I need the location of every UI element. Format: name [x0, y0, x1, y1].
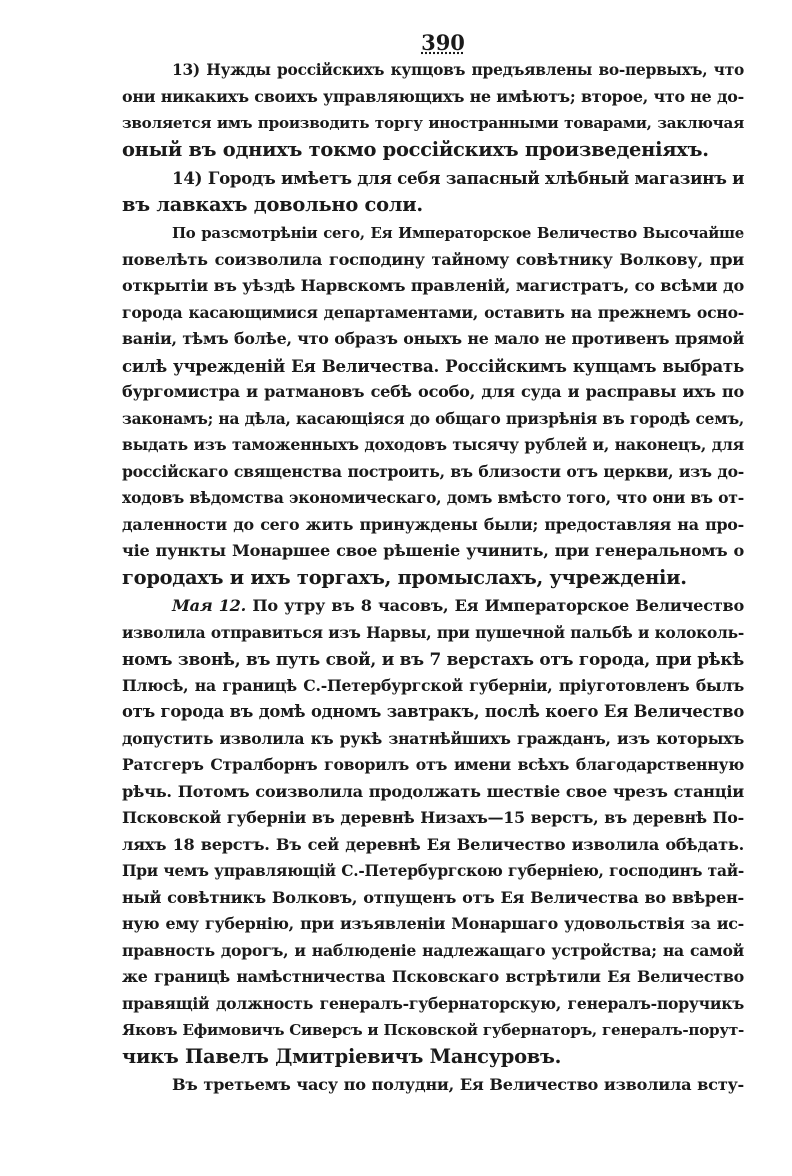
- text-line: зволяется имъ производить торгу иностранными товарами, заключая: [122, 114, 744, 132]
- text-line: [122, 593, 744, 620]
- text-line: городахъ и ихъ торгахъ, промыслахъ, учрежденіи.: [122, 565, 687, 589]
- text-line: допустить изволила къ рукѣ знатнѣйшихъ гражданъ, изъ которыхъ: [122, 728, 744, 748]
- text-line: При чемъ управляющій С.-Петербургскою губерніею, господинъ тай-: [122, 862, 744, 880]
- text-line: въ лавкахъ довольно соли.: [122, 192, 423, 216]
- text-line: ваніи, тѣмъ болѣе, что образъ оныхъ не мало не противенъ прямой: [122, 329, 744, 348]
- paragraph-resolution: [122, 220, 744, 591]
- text-line: ходовъ вѣдомства экономическаго, домъ вмѣсто того, что они въ от-: [122, 488, 744, 507]
- text-line: отъ города въ домѣ одномъ завтракъ, послѣ коего Ея Величество: [122, 702, 744, 721]
- text-line: Яковъ Ефимовичъ Сиверсъ и Псковской губернаторъ, генералъ-порут-: [122, 1021, 744, 1039]
- text-line: правящій должность генералъ-губернаторскую, генералъ-поручикъ: [122, 993, 744, 1013]
- date-label: Мая 12.: [172, 596, 247, 615]
- text-line: повелѣть соизволила господину тайному совѣтнику Волкову, при: [122, 249, 744, 269]
- text-line: изволила отправиться изъ Нарвы, при пушечной пальбѣ и колоколь-: [122, 623, 744, 642]
- paragraph-13: [122, 57, 744, 163]
- text-line: Въ третьемъ часу по полудни, Ея Величество изволила всту-: [172, 1075, 744, 1094]
- text-line: рѣчь. Потомъ соизволила продолжать шествіе свое чрезъ станціи: [122, 781, 744, 801]
- text-line: чикъ Павелъ Дмитріевичъ Мансуровъ.: [122, 1044, 562, 1068]
- text-line: открытіи въ уѣздѣ Нарвскомъ правленій, магистратъ, со всѣми до: [122, 276, 744, 295]
- text-line: законамъ; на дѣла, касающіяся до общаго призрѣнія въ городѣ семъ,: [122, 409, 744, 428]
- paragraph-may-12: [122, 593, 744, 1070]
- text-line: Ратсгеръ Стралборнъ говорилъ отъ имени всѣхъ благодарственную: [122, 755, 744, 774]
- text-line: Плюсѣ, на границѣ С.-Петербургской губерніи, пріуготовленъ былъ: [122, 675, 744, 695]
- text-line: чіе пункты Монаршее свое рѣшеніе учинить, при генеральномъ о: [122, 541, 744, 560]
- text-line: По разсмотрѣніи сего, Ея Императорское Величество Высочайше: [172, 224, 744, 242]
- text-line: даленности до сего жить принуждены были; предоставляя на про-: [122, 514, 744, 534]
- text-line: они никакихъ своихъ управляющихъ не имѣютъ; второе, что не до-: [122, 86, 744, 106]
- text-line: россійскаго священства построить, въ близости отъ церкви, изъ до-: [122, 461, 744, 481]
- text-line: ную ему губернію, при изъявленіи Монаршаго удовольствія за ис-: [122, 914, 744, 933]
- text-line: оный въ однихъ токмо россійскихъ произведеніяхъ.: [122, 137, 709, 161]
- text-line: 14) Городъ имѣетъ для себя запасный хлѣбный магазинъ и: [172, 168, 745, 188]
- body-text: [122, 57, 744, 1099]
- text-line: бургомистра и ратмановъ себѣ особо, для суда и расправы ихъ по: [122, 382, 744, 401]
- text-line: силѣ учрежденій Ея Величества. Россійскимъ купцамъ выбрать: [122, 355, 744, 376]
- text-line: выдать изъ таможенныхъ доходовъ тысячу рублей и, наконецъ, для: [122, 435, 744, 454]
- text-line: Псковской губерніи въ деревнѣ Низахъ—15 верстъ, въ деревнѣ По-: [122, 808, 744, 827]
- text-line-content: По утру въ 8 часовъ, Ея Императорское Величество: [252, 596, 745, 615]
- paragraph-afternoon: [122, 1072, 744, 1099]
- text-line: ляхъ 18 верстъ. Въ сей деревнѣ Ея Величество изволила обѣдать.: [122, 834, 744, 854]
- text-line: правность дорогъ, и наблюденіе надлежащаго устройства; на самой: [122, 940, 744, 960]
- text-line: города касающимися департаментами, оставить на прежнемъ осно-: [122, 302, 744, 322]
- text-line: ный совѣтникъ Волковъ, отпущенъ отъ Ея Величества во ввѣрен-: [122, 887, 744, 907]
- page-number: 390: [421, 30, 465, 55]
- paragraph-14: [122, 165, 744, 218]
- text-line: 13) Нужды россійскихъ купцовъ предъявлены во-первыхъ, что: [172, 61, 744, 79]
- text-line: номъ звонѣ, въ путь свой, и въ 7 верстахъ отъ города, при рѣкѣ: [122, 649, 744, 669]
- text-line: же границѣ намѣстничества Псковскаго встрѣтили Ея Величество: [122, 967, 744, 986]
